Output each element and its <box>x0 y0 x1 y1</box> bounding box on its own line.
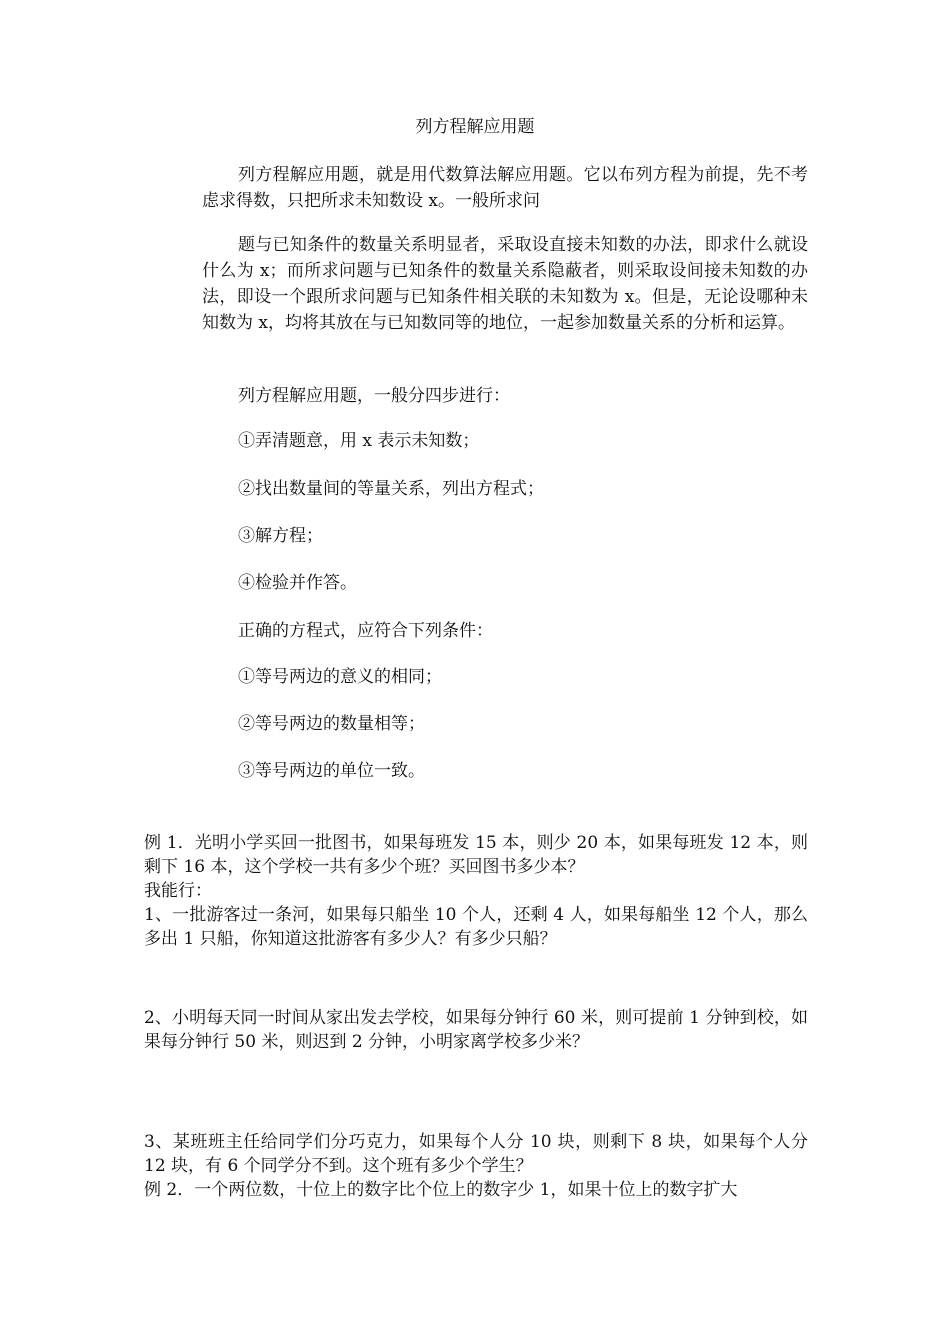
practice-problem-2: 2、小明每天同一时间从家出发去学校，如果每分钟行 60 米，则可提前 1 分钟到校，如果每分钟行 50 米，则迟到 2 分钟，小明家离学校多少米？ <box>144 1008 808 1052</box>
intro-paragraph-1: 列方程解应用题，就是用代数算法解应用题。它以布列方程为前提，先不考虑求得数，只把所求未知数设 x。一般所求问 <box>202 165 808 211</box>
examples-block-1 <box>144 831 808 951</box>
example-1: 例 1．光明小学买回一批图书，如果每班发 15 本，则少 20 本，如果每班发 12 本，则剩下 16 本，这个学校一共有多少个班？买回图书多少本？ <box>144 833 808 877</box>
step-item: ①弄清题意，用 x 表示未知数； <box>238 431 480 451</box>
practice-problem-3: 3、某班班主任给同学们分巧克力，如果每个人分 10 块，则剩下 8 块，如果每个人分 12 块，有 6 个同学分不到。这个班有多少个学生？ <box>144 1132 808 1176</box>
intro-paragraph-2: 题与已知条件的数量关系明显者，采取设直接未知数的办法，即求什么就设什么为 x；而所求问题与已知条件的数量关系隐蔽者，则采取设间接未知数的办法，即设一个跟所求问题与已知条件相关联的未知数为 x。但是，无论设哪种未知数为 x，均将其放在与已知数同等的地位，一起参加数量关系的分析和运算。 <box>202 235 808 333</box>
step-item: ②找出数量间的等量关系，列出方程式； <box>238 479 544 499</box>
practice-problem-1: 1、一批游客过一条河，如果每只船坐 10 个人，还剩 4 人，如果每船坐 12 个人，那么多出 1 只船，你知道这批游客有多少人？有多少只船？ <box>144 905 808 949</box>
example-2: 例 2．一个两位数，十位上的数字比个位上的数字少 1，如果十位上的数字扩大 <box>144 1180 738 1200</box>
condition-item: ①等号两边的意义的相同； <box>238 667 442 687</box>
examples-block-2 <box>144 1130 808 1202</box>
step-item: ③解方程； <box>238 526 323 546</box>
page-title: 列方程解应用题 <box>415 117 535 137</box>
conditions-heading: 正确的方程式，应符合下列条件： <box>238 621 493 641</box>
condition-item: ②等号两边的数量相等； <box>238 714 425 734</box>
condition-item: ③等号两边的单位一致。 <box>238 761 425 781</box>
steps-heading: 列方程解应用题，一般分四步进行： <box>238 386 510 406</box>
i-can-heading: 我能行： <box>144 881 212 901</box>
step-item: ④检验并作答。 <box>238 573 357 593</box>
